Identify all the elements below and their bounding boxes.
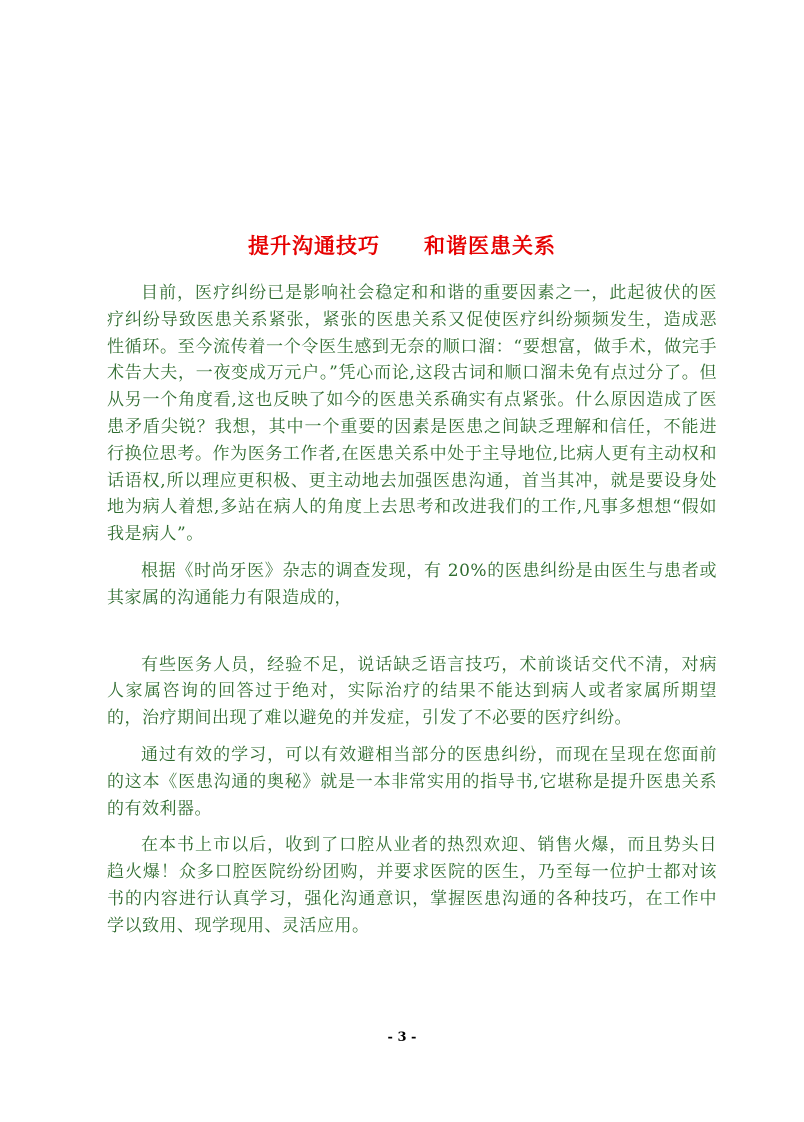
paragraph-survey: 根据《时尚牙医》杂志的调查发现，有 20%的医患纠纷是由医生与患者或其家属的沟通能力有限造成的， [107,560,717,608]
paragraph-market: 在本书上市以后，收到了口腔从业者的热烈欢迎、销售火爆，而且势头日趋火爆！众多口腔医院纷纷团购，并要求医院的医生，乃至每一位护士都对该书的内容进行认真学习，强化沟通意识，掌握医患沟通的各种技巧，在工作中学以致用、现学现用、灵活应用。 [107,835,717,936]
page-title: 提升沟通技巧 和谐医患关系 [248,234,556,258]
paragraph-intro: 目前，医疗纠纷已是影响社会稳定和和谐的重要因素之一，此起彼伏的医疗纠纷导致医患关系紧张，紧张的医患关系又促使医疗纠纷频频发生，造成恶性循环。至今流传着一个令医生感到无奈的顺口溜：“要想富，做手术，做完手术告大夫，一夜变成万元户。”凭心而论,这段古词和顺口溜未免有点过分了。但从另一个角度看,这也反映了如今的医患关系确实有点紧张。什么原因造成了医患矛盾尖锐？我想，其中一个重要的因素是医患之间缺乏理解和信任，不能进行换位思考。作为医务工作者,在医患关系中处于主导地位,比病人更有主动权和话语权,所以理应更积极、更主动地去加强医患沟通，首当其冲，就是要设身处地为病人着想,多站在病人的角度上去思考和改进我们的工作,凡事多想想“假如我是病人”。 [107,283,717,545]
page-number: - 3 - [387,1030,417,1045]
paragraph-staff: 有些医务人员，经验不足，说话缺乏语言技巧，术前谈话交代不清，对病人家属咨询的回答过于绝对，实际治疗的结果不能达到病人或者家属所期望的，治疗期间出现了难以避免的并发症，引发了不必要的医疗纠纷。 [107,654,717,729]
article-body [107,280,717,950]
paragraph-book: 通过有效的学习，可以有效避相当部分的医患纠纷，而现在呈现在您面前的这本《医患沟通的奥秘》就是一本非常实用的指导书,它堪称是提升医患关系的有效利器。 [107,744,717,819]
